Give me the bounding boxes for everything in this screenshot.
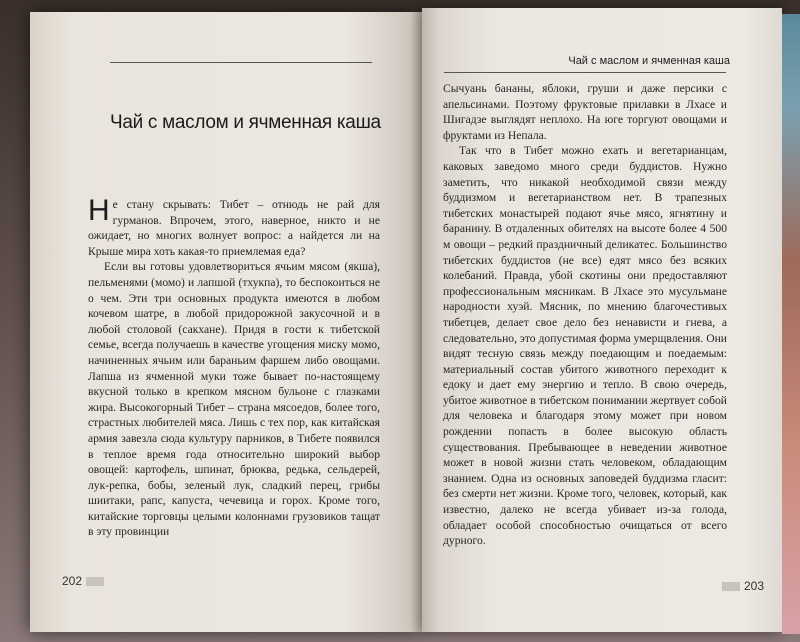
right-page-text bbox=[443, 81, 727, 549]
book-edge-strip bbox=[782, 14, 800, 634]
running-head: Чай с маслом и ячменная каша bbox=[568, 55, 730, 67]
page-number-marker bbox=[86, 577, 104, 586]
left-page-text bbox=[88, 194, 380, 540]
page-number-left bbox=[62, 574, 104, 588]
page-number-value: 202 bbox=[62, 574, 83, 588]
page-number-right bbox=[722, 579, 764, 593]
paragraph: Если вы готовы удовлетвориться ячьим мясом (якша), пельменями (момо) и лапшой (тхукпа), то беспокоиться не о чем. Эти три основных продукта имеются в любом кочевом шатре, в любой придорожной закусочной и в любой столовой (сакхане). Придя в гости к тибетской семье, всегда получаешь в качестве угощения миску момо, начиненных ячьим или бараньим фаршем либо овощами. Лапша из ячменной муки тоже бывает по-настоящему вкусной только в крепком мясном бульоне с глазками жира. Высокогорный Тибет – страна мясоедов, более того, страстных любителей мяса. Лишь с тех пор, как китайская армия завезла сюда культуру парников, в Тибете появился в теплое время года относительно широкий выбор овощей: картофель, шпинат, брюква, редька, сельдерей, лук-репка, бобы, зеленый лук, сладкий перец, грибы шиитаки, рапс, капуста, чечевица и горох. Кроме того, китайские торговцы целыми колоннами грузовиков тащат в эту провинции bbox=[88, 260, 380, 539]
paragraph bbox=[88, 194, 380, 259]
paragraph: Так что в Тибет можно ехать и вегетарианцам, каковых заведомо много среди буддистов. Нужно заметить, что никакой необходимой связи между буддизмом и вегетарианством нет. В трапезных тибетских монастырей подают ячье мясо, ягнятину и баранину. В отдаленных обителях на высоте более 4 500 м овощи – редкий праздничный деликатес. Большинство тибетских буддистов (не все) едят мясо без всяких колебаний. Правда, убой скотины они предоставляют профессиональным мясникам. В Лхасе это мусульмане народности хуэй. Мясник, по мнению благочестивых тибетцев, делает свое дело без ненависти и гнева, а следовательно, это допустимая форма умерщвления. Они видят тесную связь между поедающим и поедаемым: материальный состав убитого животного переходит к едоку и дает ему энергию и тепло. В свою очередь, убитое животное в тибетском понимании жертвует собой для человека и благодаря этому может при новом рождении попасть в более высокую область существования. Пребывающее в неведении животное может в новой жизни стать человеком, обладающим знанием. Одна из основных заповедей буддизма гласит: без смерти нет жизни. Кроме того, человек, который, как известно, далеко не всегда убивает из-за голода, обладает особой способностью очищаться от всего дурного. bbox=[443, 144, 727, 548]
paragraph-text: е стану скрывать: Тибет – отнюдь не рай для гурманов. Впрочем, этого, наверное, никто и не ожидает, но многих волнует вопрос: а найдется ли на Крыше мира хоть какая-то приемлемая еда? bbox=[88, 198, 380, 258]
left-header-rule bbox=[110, 62, 372, 63]
page-number-value: 203 bbox=[744, 579, 765, 593]
chapter-title: Чай с маслом и ячменная каша bbox=[110, 112, 381, 133]
paragraph: Сычуань бананы, яблоки, груши и даже персики с апельсинами. Поэтому фруктовые прилавки в Лхасе и Шигадзе выглядят неплохо. На юге торгуют овощами и фруктами из Непала. bbox=[443, 82, 727, 142]
page-number-marker bbox=[722, 582, 740, 591]
dropcap: Н bbox=[88, 194, 110, 227]
right-header-rule bbox=[444, 72, 726, 73]
